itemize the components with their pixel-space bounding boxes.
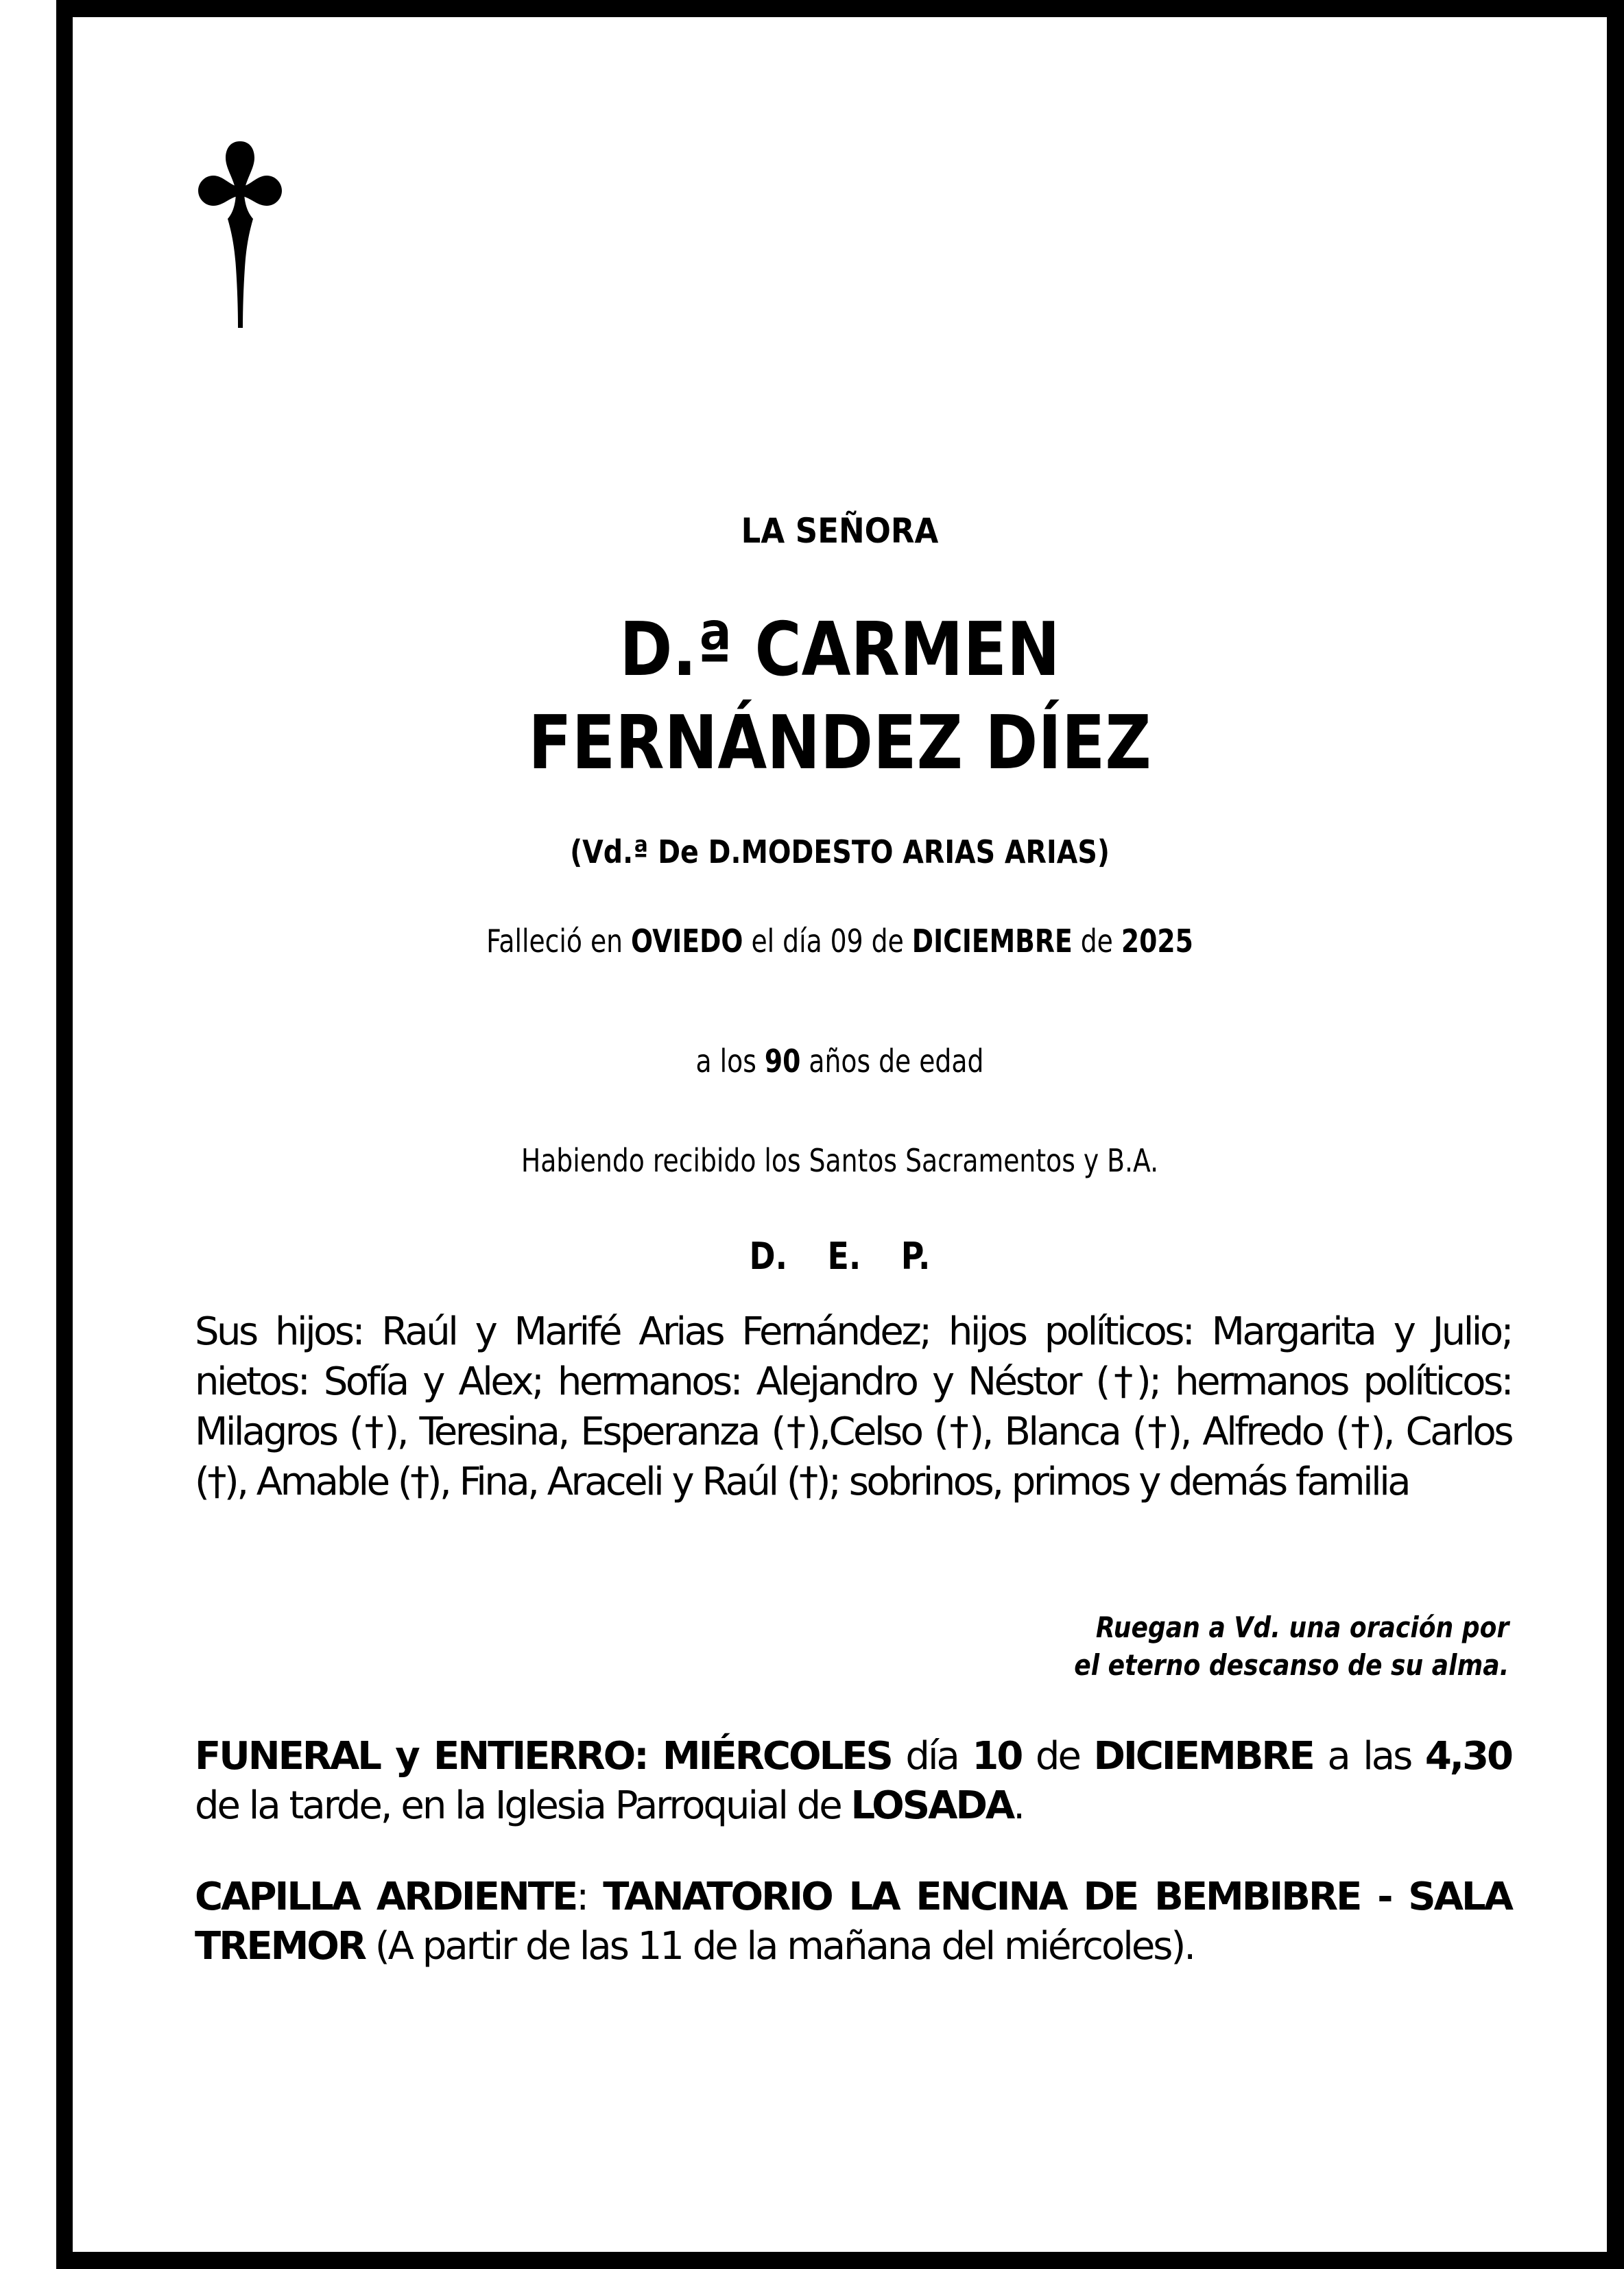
prayer-line1: Ruegan a Vd. una oración por — [1095, 1611, 1509, 1644]
funeral-text: día — [891, 1734, 972, 1779]
death-year-prefix: de — [1072, 923, 1121, 960]
funeral-text: de — [1021, 1734, 1094, 1779]
capilla-text: : — [576, 1875, 604, 1919]
sacraments-text: Habiendo recibido los Santos Sacramentos y B.A. — [521, 1142, 1159, 1179]
age-info — [211, 1043, 1468, 1080]
deceased-name — [180, 604, 1500, 790]
funeral-month: DICIEMBRE — [1093, 1734, 1313, 1779]
cross-fleury-icon — [195, 137, 285, 329]
funeral-text: de la tarde, en la Iglesia Parroquial de — [195, 1783, 851, 1828]
prayer-line2: el eterno descanso de su alma. — [1073, 1648, 1509, 1682]
deceased-name-line1: D.ª CARMEN — [619, 607, 1060, 693]
family-list — [195, 1307, 1512, 1507]
title-la-senora: LA SEÑORA — [741, 511, 939, 551]
funeral-label: FUNERAL y ENTIERRO: MIÉRCOLES — [195, 1734, 892, 1779]
funeral-text: a las — [1313, 1734, 1425, 1779]
death-mid: el día 09 de — [743, 923, 912, 960]
capilla-ardiente-info — [195, 1873, 1512, 1971]
deceased-name-line2: FERNÁNDEZ DÍEZ — [528, 700, 1151, 786]
funeral-info — [195, 1732, 1512, 1831]
funeral-text: . — [1013, 1783, 1024, 1828]
age-value: 90 — [764, 1043, 801, 1080]
death-month: DICIEMBRE — [911, 923, 1073, 960]
family-text: Sus hijos: Raúl y Marifé Arias Fernández; hijos políticos: Margarita y Julio; nietos: Sofía y Alex; hermanos: Alejandro y Néstor (†); hermanos políticos: Milagros (†), Teresina, Esperanza (†),Celso (†), Blanca (†), Alfredo (†), Carlos (†), Amable (†), Fina, Araceli y Raúl (†); sobrinos, primos y demás familia — [195, 1309, 1512, 1504]
death-place: OVIEDO — [631, 923, 743, 960]
death-info — [211, 923, 1468, 960]
death-prefix: Falleció en — [486, 923, 632, 960]
capilla-place: TANATORIO LA ENCINA DE BEMBIBRE - SALA TREMOR — [195, 1875, 1512, 1969]
age-prefix: a los — [695, 1043, 765, 1080]
prayer-request — [1074, 1608, 1509, 1684]
capilla-label: CAPILLA ARDIENTE — [195, 1875, 577, 1919]
funeral-time: 4,30 — [1424, 1734, 1512, 1779]
funeral-day: 10 — [972, 1734, 1022, 1779]
age-suffix: años de edad — [800, 1043, 984, 1080]
dep-text: D. E. P. — [749, 1235, 931, 1278]
capilla-text: (A partir de las 11 de la mañana del miércoles). — [365, 1924, 1195, 1969]
widow-of: (Vd.ª De D.MODESTO ARIAS ARIAS) — [570, 833, 1110, 870]
death-year: 2025 — [1121, 923, 1193, 960]
funeral-place: LOSADA — [850, 1783, 1014, 1828]
